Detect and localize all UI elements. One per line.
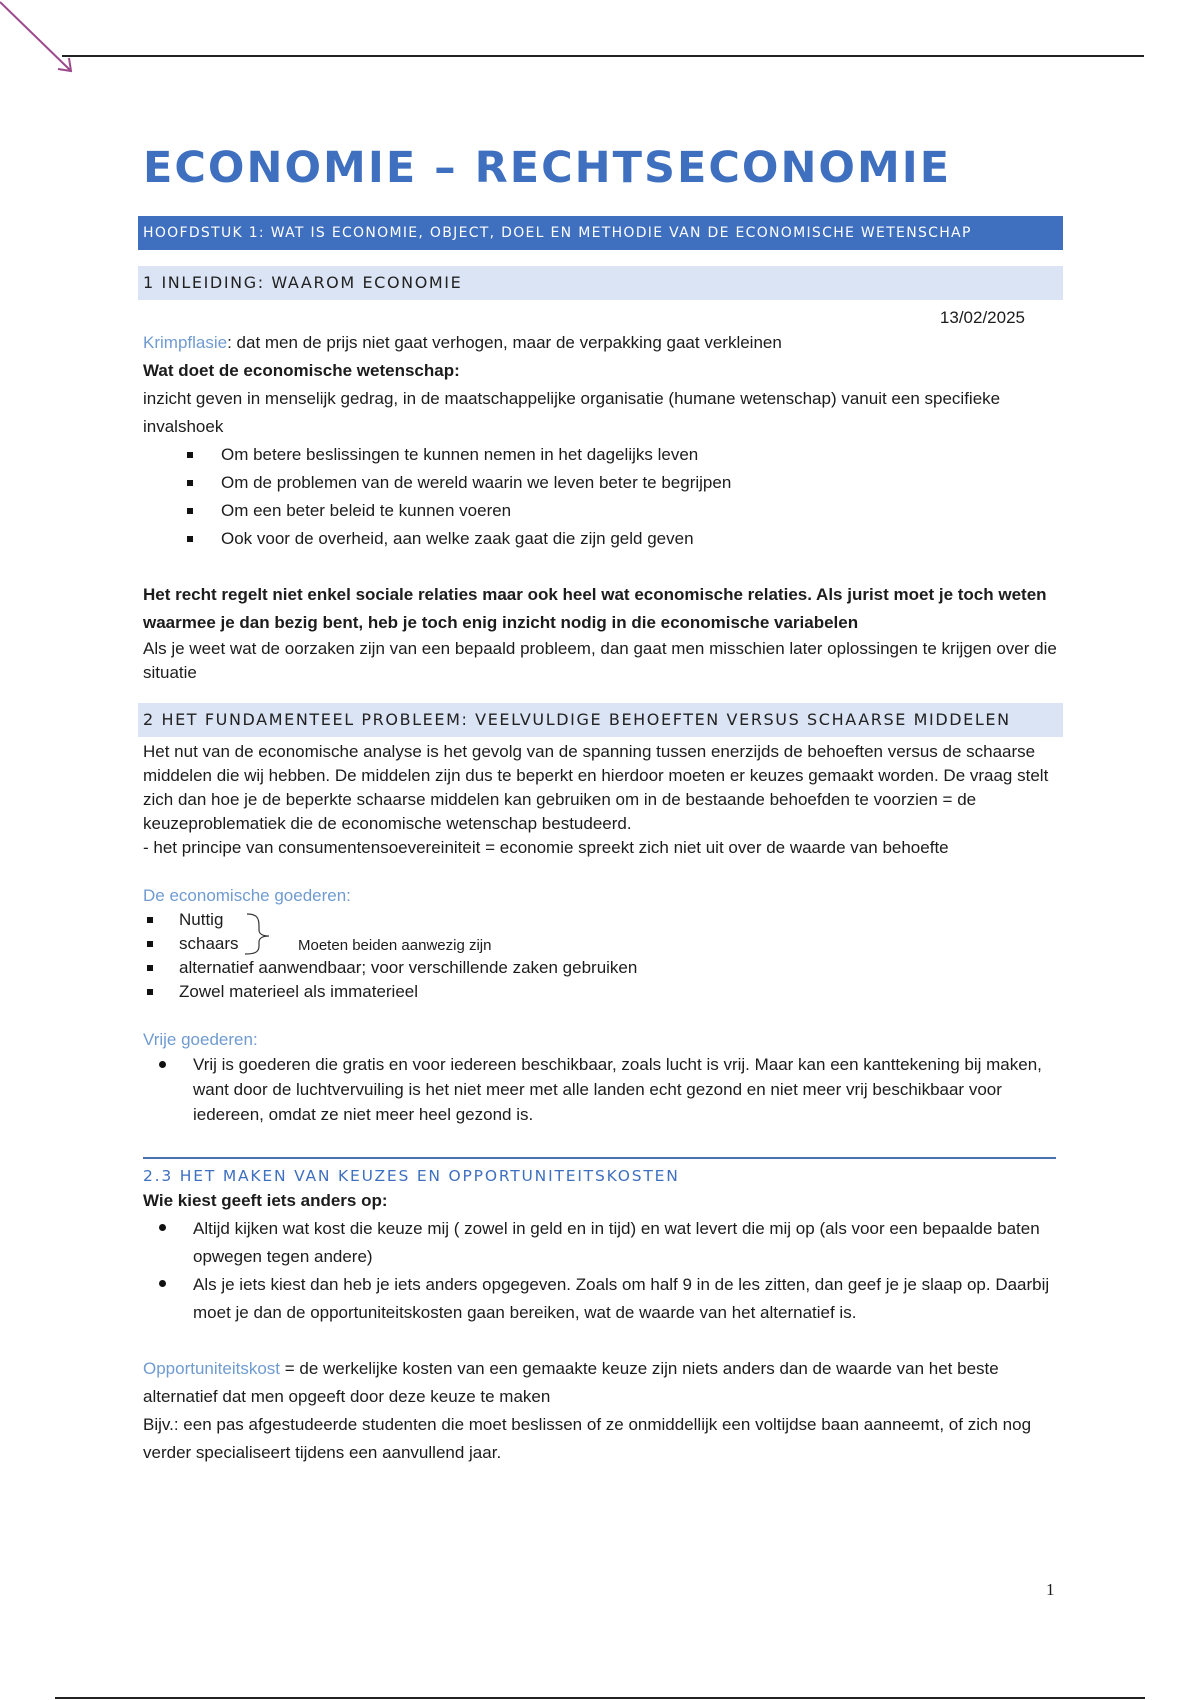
choice-list: [143, 1215, 1063, 1327]
reasons-list: [143, 441, 1063, 553]
economic-goods-block: [143, 908, 1063, 1004]
question-text: inzicht geven in menselijk gedrag, in de maatschappelijke organisatie (humane wetenschap) vanuit een specifieke invalshoek: [143, 389, 1001, 436]
free-goods-list: [143, 1052, 1063, 1127]
section-2-3-heading: 2.3 HET MAKEN VAN KEUZES EN OPPORTUNITEITSKOSTEN: [143, 1157, 1056, 1187]
list-item: Als je iets kiest dan heb je iets anders opgegeven. Zoals om half 9 in de les zitten, dan geef je je slaap op. Daarbij moet je dan de opportuniteitskosten gaan bereiken, wat de waarde van het alternatief is.: [157, 1271, 1063, 1327]
brace-note: Moeten beiden aanwezig zijn: [298, 937, 492, 954]
document-page: [143, 140, 1063, 1467]
analysis-paragraph: Het nut van de economische analyse is het gevolg van de spanning tussen enerzijds de behoeften versus de schaarse middelen die wij hebben. De middelen zijn dus te beperkt en hierdoor moeten er keuzes gemaakt worden. De vraag stelt zich dan hoe je de beperkte schaarse middelen kan gebruiken om in de bestaande behoefden te voorzien = de keuzeproblematiek die de economische wetenschap bestudeerd.: [143, 742, 1049, 833]
list-item: Om de problemen van de wereld waarin we leven beter te begrijpen: [187, 469, 1063, 497]
list-item: Om betere beslissingen te kunnen nemen in het dagelijks leven: [187, 441, 1063, 469]
opportunity-cost-term: Opportuniteitskost: [143, 1359, 281, 1378]
economic-goods-heading: De economische goederen:: [143, 886, 351, 905]
chapter-heading: HOOFDSTUK 1: WAT IS ECONOMIE, OBJECT, DOEL EN METHODIE VAN DE ECONOMISCHE WETENSCHAP: [138, 216, 1063, 250]
date-label: 13/02/2025: [939, 308, 1025, 327]
example-paragraph: Bijv.: een pas afgestudeerde studenten die moet beslissen of ze onmiddellijk een voltijdse baan aanneemt, of zich nog verder specialiseert tijdens een aanvullend jaar.: [143, 1415, 1032, 1462]
list-item: Om een beter beleid te kunnen voeren: [187, 497, 1063, 525]
brace-icon: [245, 912, 275, 956]
law-paragraph: Het recht regelt niet enkel sociale relaties maar ook heel wat economische relaties. Als jurist moet je toch weten waarmee je dan bezig bent, heb je toch enig inzicht nodig in die economische variabelen: [143, 585, 1047, 632]
list-item: Ook voor de overheid, aan welke zaak gaat die zijn geld geven: [187, 525, 1063, 553]
krimpflasie-term: Krimpflasie: [143, 333, 228, 352]
list-item: schaars: [147, 932, 1063, 956]
section-2-heading: 2 HET FUNDAMENTEEL PROBLEEM: VEELVULDIGE BEHOEFTEN VERSUS SCHAARSE MIDDELEN: [138, 703, 1063, 737]
krimpflasie-definition: Krimpflasie: dat men de prijs niet gaat verhogen, maar de verpakking gaat verkleinen: [143, 333, 782, 352]
list-item: Nuttig: [147, 908, 1063, 932]
list-item: Zowel materieel als immaterieel: [147, 980, 1063, 1004]
bottom-border-line: [55, 1697, 1145, 1699]
top-border-line: [62, 55, 1144, 57]
opportunity-cost-definition: Opportuniteitskost = de werkelijke kosten van een gemaakte keuze zijn niets anders dan de waarde van het beste alternatief dat men opgeeft door deze keuze te maken: [143, 1359, 999, 1406]
section-1-heading: 1 INLEIDING: WAAROM ECONOMIE: [138, 266, 1063, 300]
list-item: Altijd kijken wat kost die keuze mij ( zowel in geld en in tijd) en wat levert die mij op (als voor een bepaalde baten opwegen tegen andere): [157, 1215, 1063, 1271]
corner-arrow-icon: [0, 0, 80, 80]
page-number: 1: [1046, 1580, 1055, 1599]
list-item: alternatief aanwendbaar; voor verschillende zaken gebruiken: [147, 956, 1063, 980]
free-goods-heading: Vrije goederen:: [143, 1030, 258, 1049]
question-heading: Wat doet de economische wetenschap:: [143, 361, 460, 380]
document-title: ECONOMIE – RECHTSECONOMIE: [143, 143, 952, 193]
choice-heading: Wie kiest geeft iets anders op:: [143, 1191, 388, 1210]
causes-paragraph: Als je weet wat de oorzaken zijn van een bepaald probleem, dan gaat men misschien later oplossingen te krijgen over die situatie: [143, 639, 1057, 682]
list-item: Vrij is goederen die gratis en voor iedereen beschikbaar, zoals lucht is vrij. Maar kan een kanttekening bij maken, want door de luchtvervuiling is het niet meer met alle landen echt gezond en niet meer vrij beschikbaar voor iedereen, omdat ze niet meer heel gezond is.: [157, 1052, 1063, 1127]
principle-line: - het principe van consumentensoevereiniteit = economie spreekt zich niet uit over de waarde van behoefte: [143, 838, 949, 857]
economic-goods-list: [143, 908, 1063, 1004]
